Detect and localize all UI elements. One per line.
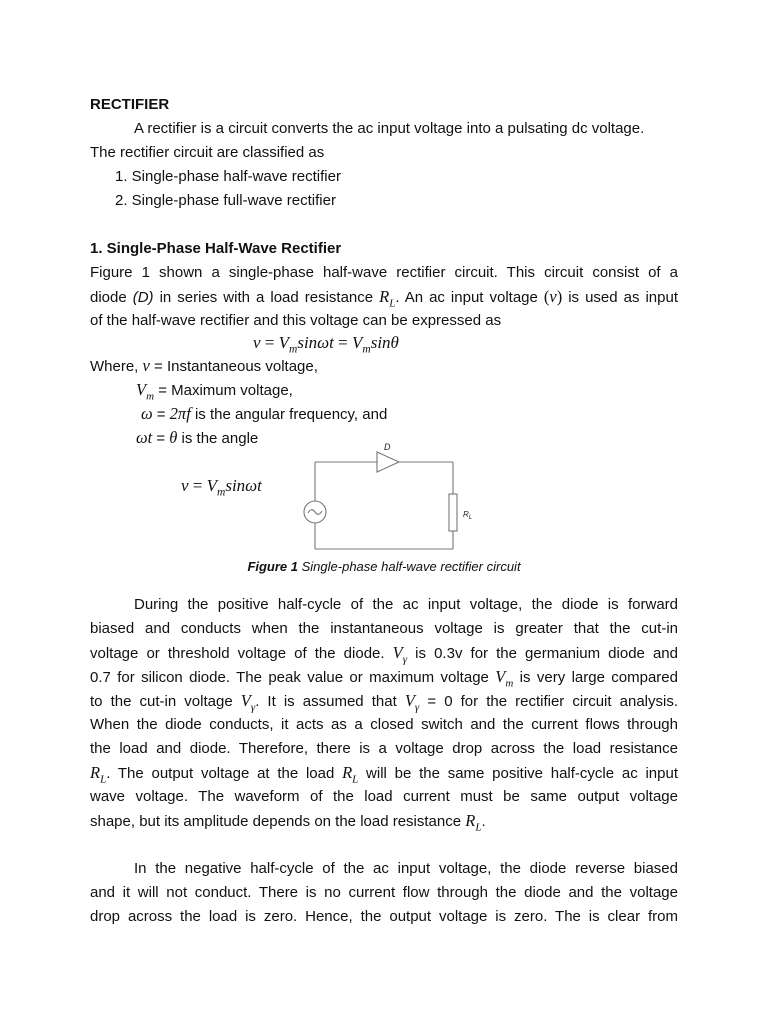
resistor-icon [449, 494, 457, 531]
paragraph-line: wave voltage. The waveform of the load current must be same output voltage [90, 788, 678, 805]
paragraph-line: diode (D) in series with a load resistance $R_L$. An ac input voltage (v) is used as input [90, 287, 679, 310]
where-line-4: ωt = θ is the angle [136, 428, 259, 447]
where-line-2: $V_m$ = Maximum voltage, [136, 380, 293, 403]
sine-wave-icon [308, 510, 322, 515]
section-title: 1. Single-Phase Half-Wave Rectifier [90, 240, 342, 257]
paragraph-line: During the positive half-cycle of the ac input voltage, the diode is forward [134, 596, 678, 613]
load-label: $R_L$ [463, 510, 473, 521]
paragraph-line: of the half-wave rectifier and this voltage can be expressed as [90, 312, 502, 329]
equation: $v = V_m\sin\omega t = V_m\sin\theta$ [253, 333, 399, 356]
paragraph-line: Figure 1 shown a single-phase half-wave rectifier circuit. This circuit consist of a [90, 264, 678, 281]
figure-caption: Figure 1 Single-phase half-wave rectifier circuit [247, 559, 521, 574]
intro-line-1: A rectifier is a circuit converts the ac input voltage into a pulsating dc voltage. [134, 120, 645, 137]
list-item: 1. Single-phase half-wave rectifier [115, 168, 341, 185]
where-line-3: ω = 2πf is the angular frequency, and [141, 404, 388, 423]
list-item: 2. Single-phase full-wave rectifier [115, 192, 336, 209]
paragraph-line: 0.7 for silicon diode. The peak value or maximum voltage $V_m$ is very large compared [90, 667, 678, 690]
paragraph-line: biased and conducts when the instantaneous voltage is greater that the cut-in [90, 620, 678, 637]
paragraph-line: and it will not conduct. There is no current flow through the diode and the voltage [90, 884, 678, 901]
diode-label: D [384, 442, 391, 452]
paragraph-line: drop across the load is zero. Hence, the output voltage is zero. The is clear from [90, 908, 678, 925]
diode-icon [377, 452, 399, 472]
source-equation: $v = V_m\sin\omega t$ [181, 476, 262, 499]
paragraph-line: $R_L$. The output voltage at the load $R_L$ will be the same positive half-cycle ac input [90, 763, 678, 786]
paragraph-line: shape, but its amplitude depends on the load resistance $R_L$. [90, 811, 486, 834]
paragraph-line: In the negative half-cycle of the ac input voltage, the diode reverse biased [134, 860, 678, 877]
paragraph-line: to the cut-in voltage $V_\gamma$. It is assumed that $V_\gamma = 0$ for the rectifier circuit analysis. [90, 691, 678, 714]
intro-line-2: The rectifier circuit are classified as [90, 144, 325, 161]
half-wave-rectifier-circuit [295, 437, 490, 555]
where-line-1: Where, v = Instantaneous voltage, [90, 356, 318, 375]
paragraph-line: the load and diode. Therefore, there is a voltage drop across the load resistance [90, 740, 678, 757]
doc-heading: RECTIFIER [90, 96, 170, 113]
paragraph-line: When the diode conducts, it acts as a closed switch and the current flows through [90, 716, 678, 733]
paragraph-line: voltage or threshold voltage of the diode. $V_\gamma$ is 0.3v for the germanium diode and [90, 643, 678, 666]
